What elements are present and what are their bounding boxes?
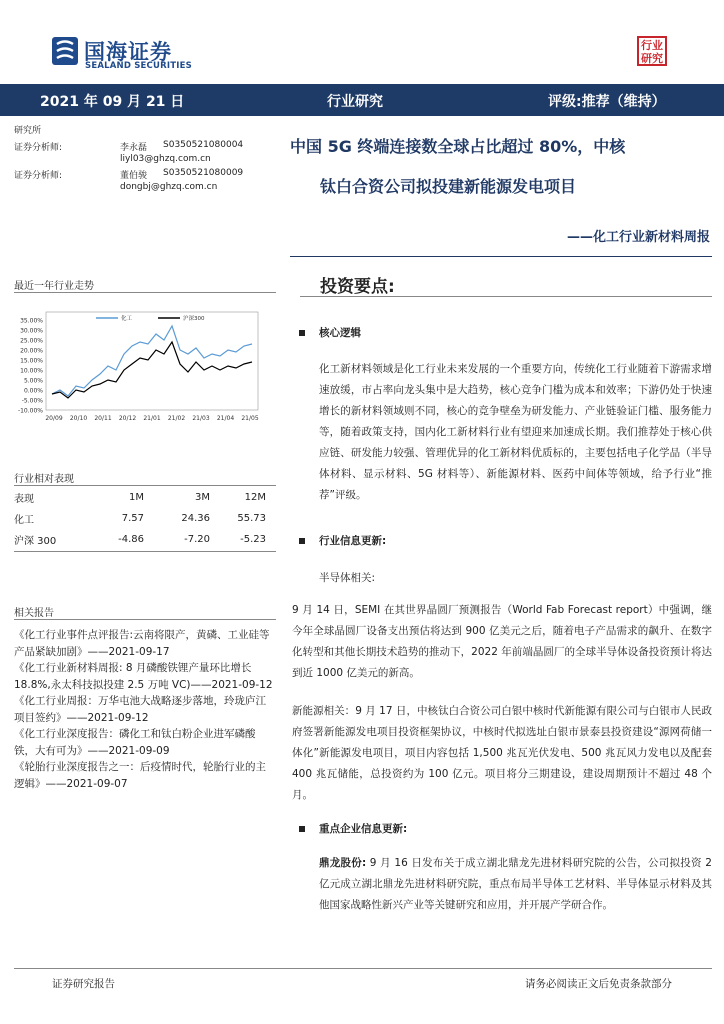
- invest-heading: 投资要点:: [320, 277, 395, 297]
- report-title: 钛白合资公司拟投建新能源发电项目: [320, 177, 577, 196]
- industry-update-heading: [299, 533, 386, 548]
- section-divider: [300, 296, 712, 297]
- analyst-name: 董伯骏: [120, 171, 148, 181]
- x-tick-label: 21/02: [167, 415, 186, 422]
- company-text: 9 月 16 日发布关于成立湖北鼎龙先进材料研究院的公告，公司拟投资 2 亿元成立湖北鼎龙先进材料研究院，重点布局半导体工艺材料、半导体显示材料及其他国家战略性新兴产业等关键研究和应用，并开展产学研合作。: [319, 857, 712, 911]
- table-header-cell: 12M: [244, 492, 266, 503]
- analyst-email[interactable]: liyl03@ghzq.com.cn: [120, 154, 211, 164]
- y-tick-label: 5.00%: [23, 377, 43, 385]
- footer-left: 证券研究报告: [52, 978, 115, 990]
- table-bottom-divider: [14, 551, 276, 552]
- title-divider: [290, 256, 712, 257]
- report-title: 中国 5G 终端连接数全球占比超过 80%，中核: [290, 137, 626, 156]
- section-divider: [14, 292, 276, 293]
- institute-label: 研究所: [14, 126, 42, 136]
- footer-divider: [14, 968, 712, 969]
- table-cell: -7.20: [184, 534, 210, 545]
- table-cell: 7.57: [121, 513, 144, 524]
- table-header-cell: 3M: [195, 492, 210, 503]
- brand-name-cn: 国海证券: [84, 40, 172, 64]
- bullet-square-icon: [299, 538, 305, 544]
- y-tick-label: -5.00%: [21, 397, 43, 405]
- semi-paragraph: [292, 600, 712, 684]
- table-row: [14, 529, 276, 550]
- y-tick-label: 30.00%: [20, 327, 43, 335]
- x-tick-label: 21/01: [143, 415, 161, 422]
- analyst-label: 证券分析师:: [14, 143, 63, 153]
- analyst-name: 李永磊: [120, 143, 148, 153]
- performance-section-title: 行业相对表现: [14, 474, 74, 485]
- trend-section-title: 最近一年行业走势: [14, 281, 94, 292]
- semi-label: 半导体相关:: [319, 572, 376, 584]
- core-logic-paragraph: [319, 359, 712, 506]
- table-cell: 沪深 300: [14, 536, 57, 547]
- research-seal-stamp: 行业 研究: [637, 36, 667, 66]
- related-reports-list: [14, 627, 276, 792]
- section-divider: [14, 485, 276, 486]
- x-tick-label: 21/04: [216, 415, 235, 422]
- company-name: 鼎龙股份:: [319, 857, 367, 869]
- y-tick-label: 20.00%: [20, 347, 43, 355]
- analyst-email[interactable]: dongbj@ghzq.com.cn: [120, 182, 218, 192]
- company-paragraph: [319, 853, 712, 916]
- x-tick-label: 20/09: [45, 415, 63, 422]
- table-cell: 55.73: [237, 513, 266, 524]
- report-banner: [0, 84, 724, 116]
- bullet-square-icon: [299, 826, 305, 832]
- table-header-row: [14, 487, 276, 508]
- report-category: 行业研究: [327, 94, 383, 110]
- related-report-link[interactable]: 《化工行业周报：万华屯池大战略逐步落地，玲珑庐江项目签约》——2021-09-12: [14, 695, 266, 724]
- core-logic-heading: [299, 325, 361, 340]
- semi-label-paragraph: [319, 568, 712, 589]
- chart-frame: [46, 312, 258, 410]
- related-report-link[interactable]: 《化工行业新材料周报: 8 月磷酸铁锂产量环比增长 18.8%,永太科技拟投建 2.5 万吨 VC)——2021-09-12: [14, 662, 273, 691]
- industry-update-title: 行业信息更新:: [319, 535, 387, 547]
- y-tick-label: 15.00%: [20, 357, 43, 365]
- brand-name-en: SEALAND SECURITIES: [85, 61, 192, 71]
- semi-text: 9 月 14 日，SEMI 在其世界晶圆厂预测报告（World Fab Forecast report）中强调，继今年全球晶圆厂设备支出预估将达到 900 亿美元之后，随着电子产品需求的飙升、在数字化转型和其他长期技术趋势的推动下，2022 年前端晶圆厂的全球半导体设备投资预计将达到近 1000 亿美元的新高。: [292, 604, 712, 679]
- company-update-heading: [299, 821, 407, 836]
- x-tick-label: 20/10: [69, 415, 88, 422]
- x-tick-label: 20/12: [118, 415, 137, 422]
- series-line: [52, 342, 252, 398]
- legend-label: 沪深300: [183, 316, 205, 322]
- report-rating: 评级:推荐（维持）: [548, 94, 666, 110]
- legend-label: 化工: [121, 316, 133, 322]
- y-tick-label: 0.00%: [23, 387, 43, 395]
- performance-table: [14, 487, 276, 550]
- related-report-link[interactable]: 《化工行业深度报告：磷化工和钛白粉企业进军磷酸铁，大有可为》——2021-09-09: [14, 728, 256, 757]
- report-subtitle: ——化工行业新材料周报: [566, 230, 710, 245]
- y-tick-label: 35.00%: [20, 317, 43, 325]
- core-logic-text: 化工新材料领域是化工行业未来发展的一个重要方向，传统化工行业随着下游需求增速放缓，市占率向龙头集中是大趋势，核心竞争门槛为成本和效率；下游仍处于快速增长的新材料领域则不同，核心的竞争壁垒为研发能力、产业链验证门槛、服务能力等，随着政策支持，国内化工新材料行业有望迎来加速成长期。我们推荐处于核心供应链、研发能力较强、管理优异的化工新材料优质标的，主要包括电子化学品（半导体材料、显示材料、5G 材料等）、新能源材料、医药中间体等领域，给予行业“推荐”评级。: [319, 363, 712, 501]
- report-date: 2021 年 09 月 21 日: [40, 94, 185, 110]
- related-report-link[interactable]: 《化工行业事件点评报告:云南将限产，黄磷、工业硅等产品紧缺加剧》——2021-09-17: [14, 629, 270, 658]
- related-section-title: 相关报告: [14, 608, 54, 619]
- y-tick-label: 10.00%: [20, 367, 43, 375]
- series-line: [52, 326, 252, 396]
- x-tick-label: 21/03: [192, 415, 210, 422]
- table-header-cell: 1M: [129, 492, 144, 503]
- table-cell: 化工: [14, 515, 34, 526]
- analyst-cert: S0350521080004: [163, 140, 244, 150]
- y-tick-label: 25.00%: [20, 337, 43, 345]
- section-divider: [14, 619, 276, 620]
- table-cell: -5.23: [240, 534, 266, 545]
- x-tick-label: 21/05: [241, 415, 259, 422]
- energy-text: 新能源相关：9 月 17 日，中核钛白合资公司白银中核时代新能源有限公司与白银市人民政府签署新能源发电项目投资框架协议，中核时代拟选址白银市景泰县投资建设“源网荷储一体化”新能源发电项目，项目内容包括 1,500 兆瓦光伏发电、500 兆瓦风力发电以及配套 400 兆瓦储能，总投资约为 100 亿元。项目将分三期建设，建设周期预计不超过 48 个月。: [292, 705, 712, 801]
- core-logic-title: 核心逻辑: [319, 327, 361, 339]
- brand-logo-icon: [52, 37, 78, 65]
- analyst-label: 证券分析师:: [14, 171, 63, 181]
- company-update-title: 重点企业信息更新:: [319, 823, 408, 835]
- table-cell: 24.36: [181, 513, 210, 524]
- bullet-square-icon: [299, 330, 305, 336]
- analyst-cert: S0350521080009: [163, 168, 244, 178]
- table-row: [14, 508, 276, 529]
- footer-right: 请务必阅读正文后免责条款部分: [525, 978, 672, 990]
- energy-paragraph: [292, 701, 712, 806]
- y-tick-label: -10.00%: [17, 407, 43, 415]
- table-header-cell: 表现: [14, 494, 34, 505]
- related-report-link[interactable]: 《轮胎行业深度报告之一：后疫情时代，轮胎行业的主逻辑》——2021-09-07: [14, 761, 266, 790]
- industry-trend-chart: [10, 300, 276, 430]
- x-tick-label: 20/11: [94, 415, 112, 422]
- table-cell: -4.86: [118, 534, 144, 545]
